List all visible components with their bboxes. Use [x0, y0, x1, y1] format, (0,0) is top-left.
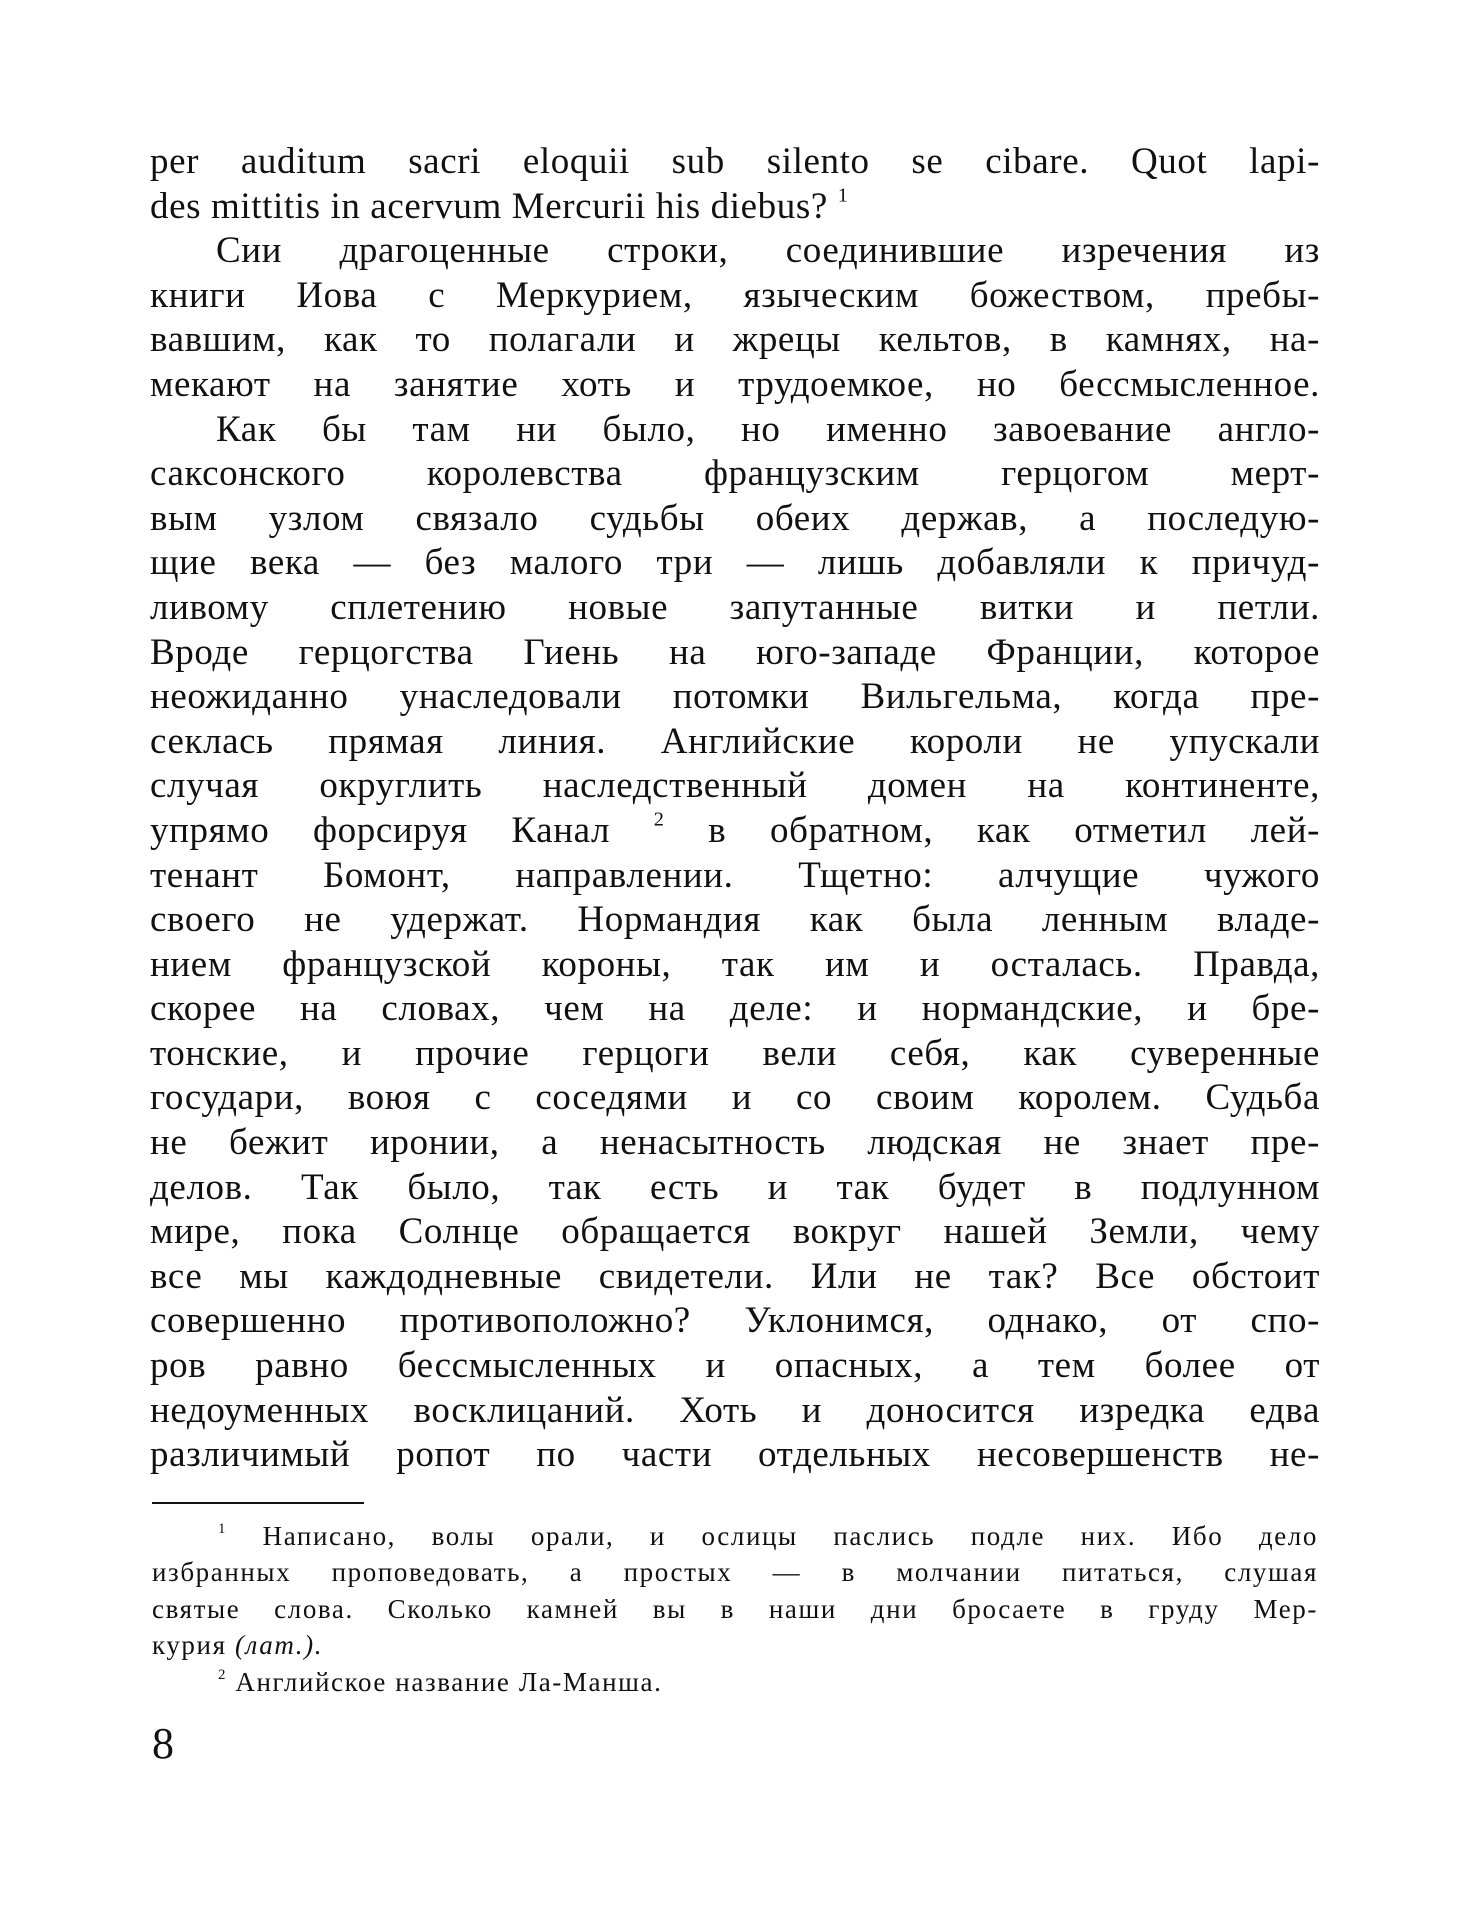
text-line: Вроде герцогства Гиень на юго-западе Франции, которое — [150, 631, 1320, 673]
text-line: вавшим, как то полагали и жрецы кельтов, в камнях, на- — [150, 319, 1320, 361]
page-number: 8 — [152, 1719, 174, 1768]
footnote-1-line — [152, 1518, 1318, 1554]
footnote-2-text: Английское название Ла-Манша. — [235, 1666, 663, 1697]
text-line: щие века — без малого три — лишь добавляли к причуд- — [150, 542, 1320, 584]
text-line: тенант Бомонт, направлении. Тщетно: алчущие чужого — [150, 854, 1320, 896]
text-line: различимый ропот по части отдельных несовершенств не- — [150, 1434, 1320, 1476]
text-line: саксонского королевства французским герцогом мерт- — [150, 453, 1320, 495]
footnotes — [152, 1518, 1318, 1700]
text-line: своего не удержат. Нормандия как была ленным владе- — [150, 899, 1320, 941]
footnote-divider — [152, 1502, 364, 1504]
text-line: скорее на словах, чем на деле: и нормандские, и бре- — [150, 988, 1320, 1030]
footnote-1-line: избранных проповедовать, а простых — в молчании питаться, слушая — [152, 1557, 1318, 1588]
text-line: ров равно бессмысленных и опасных, а тем более от — [150, 1345, 1320, 1387]
text-line: мекают на занятие хоть и трудоемкое, но бессмысленное. — [150, 363, 1320, 405]
text-line: все мы каждодневные свидетели. Или не так? Все обстоит — [150, 1255, 1320, 1297]
text-line: нием французской короны, так им и осталась. Правда, — [150, 943, 1320, 985]
text-line: книги Иова с Меркурием, языческим божеством, пребы- — [150, 274, 1320, 316]
paragraph-start-line: Как бы там ни было, но именно завоевание англо- — [216, 408, 1320, 450]
text-line-content: des mittitis in acervum Mercurii his diebus? — [150, 185, 828, 227]
text-line: недоуменных восклицаний. Хоть и доносится изредка едва — [150, 1389, 1320, 1431]
text-line: случая округлить наследственный домен на континенте, — [150, 765, 1320, 807]
text-line: делов. Так было, так есть и так будет в подлунном — [150, 1166, 1320, 1208]
footnote-1-language-note: (лат.). — [234, 1630, 324, 1661]
text-line: вым узлом связало судьбы обеих держав, а последую- — [150, 497, 1320, 539]
paragraph-start-line: Сии драгоценные строки, соединившие изречения из — [216, 230, 1320, 272]
text-line: секлась прямая линия. Английские короли не упускали — [150, 720, 1320, 762]
footnote-1-text: Написано, волы орали, и ослицы паслись подле них. Ибо дело — [262, 1521, 1318, 1551]
footnote-2-line — [152, 1664, 1318, 1700]
text-line: государи, воюя с соседями и со своим королем. Судьба — [150, 1077, 1320, 1119]
text-line — [150, 185, 1320, 230]
main-text — [150, 140, 1320, 1478]
footnote-1-mark: 1 — [218, 1521, 228, 1538]
footnote-ref-2: 2 — [653, 808, 665, 831]
text-line-content: в обратном, как отметил лей- — [708, 809, 1321, 851]
footnote-1-text: курия — [152, 1630, 227, 1661]
footnote-2-mark: 2 — [218, 1666, 228, 1683]
text-line: не бежит иронии, а ненасытность людская не знает пре- — [150, 1122, 1320, 1164]
text-line-content: упрямо форсируя Канал — [150, 809, 611, 851]
text-line: per auditum sacri eloquii sub silento se cibare. Quot lapi- — [150, 141, 1320, 182]
text-line: совершенно противоположно? Уклонимся, однако, от спо- — [150, 1300, 1320, 1342]
footnote-1-line — [152, 1627, 1318, 1663]
footnote-ref-1: 1 — [837, 184, 849, 207]
footnote-1-line: святые слова. Сколько камней вы в наши дни бросаете в груду Мер- — [152, 1593, 1318, 1624]
text-line: тонские, и прочие герцоги вели себя, как суверенные — [150, 1032, 1320, 1074]
text-line — [150, 809, 1320, 854]
text-line: ливому сплетению новые запутанные витки и петли. — [150, 586, 1320, 628]
text-line: неожиданно унаследовали потомки Вильгельма, когда пре- — [150, 676, 1320, 718]
text-line: мире, пока Солнце обращается вокруг нашей Земли, чему — [150, 1211, 1320, 1253]
